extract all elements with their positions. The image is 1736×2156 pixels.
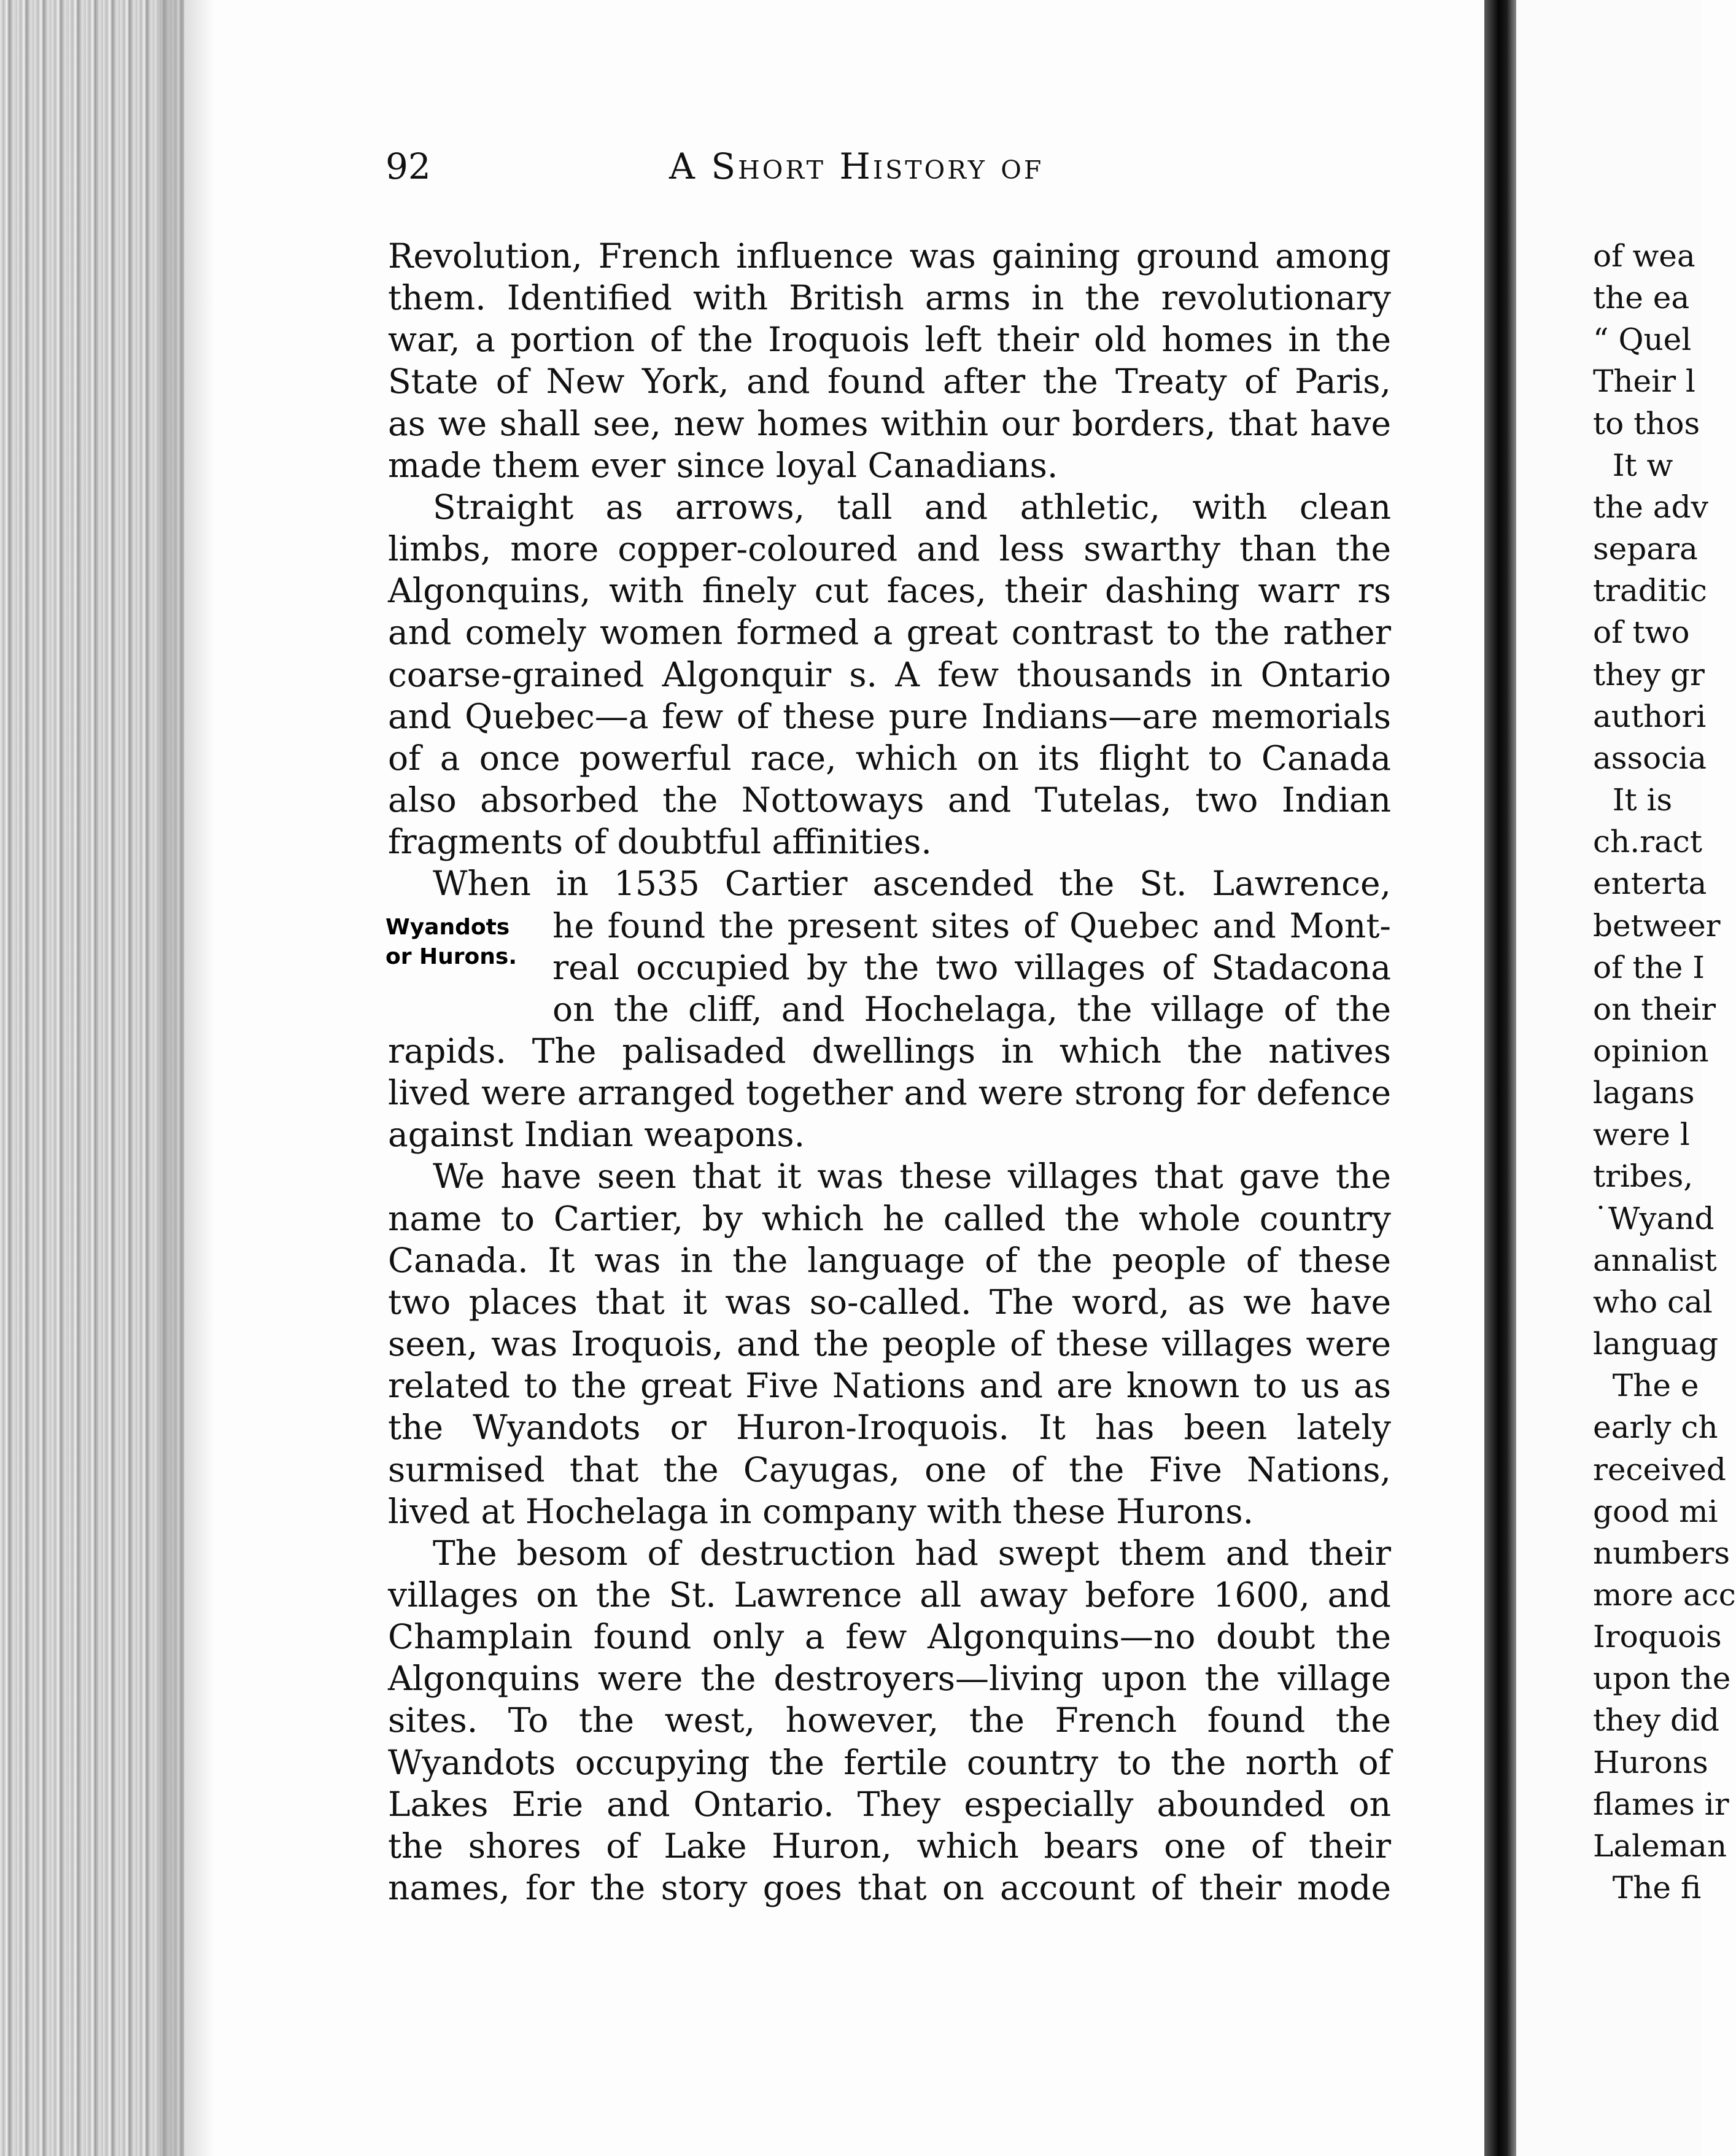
text-line: Lakes Erie and Ontario. They especially abounded on — [388, 1784, 1391, 1824]
running-title: A Short History of — [669, 145, 1044, 187]
facing-text-line: The fi — [1593, 1870, 1702, 1906]
facing-text-line: received — [1593, 1451, 1726, 1487]
facing-text-line: It is — [1593, 782, 1673, 818]
facing-text-line: were l — [1593, 1117, 1690, 1153]
text-line: lived were arranged together and were strong for defence — [388, 1073, 1391, 1113]
facing-text-line: numbers — [1593, 1535, 1730, 1571]
text-line: Champlain found only a few Algonquins—no doubt the — [388, 1617, 1391, 1657]
text-line: real occupied by the two villages of Stadacona — [552, 947, 1391, 987]
facing-text-line: The e — [1593, 1368, 1699, 1404]
text-line: When in 1535 Cartier ascended the St. Lawrence, — [433, 864, 1391, 904]
text-line: Revolution, French influence was gaining ground among — [388, 236, 1391, 276]
facing-text-line: the ea — [1593, 280, 1690, 316]
text-line: We have seen that it was these villages that gave the — [433, 1157, 1391, 1196]
facing-text-line: ˙Wyand — [1593, 1200, 1715, 1236]
facing-text-line: lagans — [1593, 1075, 1695, 1111]
facing-text-line: associa — [1593, 740, 1707, 776]
text-line: Algonquins were the destroyers—living upon the village — [388, 1659, 1391, 1699]
facing-text-line: Hurons — [1593, 1744, 1708, 1780]
text-line: war, a portion of the Iroquois left their old homes in the — [388, 320, 1391, 360]
facing-text-line: of the I — [1593, 949, 1705, 985]
facing-text-line: on their — [1593, 991, 1716, 1027]
facing-text-line: to thos — [1593, 405, 1700, 441]
facing-text-line: Iroquois — [1593, 1619, 1722, 1655]
text-line: State of New York, and found after the Treaty of Paris, — [388, 362, 1391, 401]
text-line: Wyandots occupying the fertile country to the north of — [388, 1742, 1391, 1782]
facing-text-line: upon the — [1593, 1661, 1731, 1697]
text-line: the shores of Lake Huron, which bears one of their — [388, 1826, 1391, 1866]
text-line: of a once powerful race, which on its flight to Canada — [388, 738, 1391, 778]
facing-text-line: enterta — [1593, 866, 1707, 902]
page-number: 92 — [386, 145, 431, 187]
text-line: rapids. The palisaded dwellings in which the natives — [388, 1031, 1391, 1071]
facing-text-line: good mi — [1593, 1493, 1718, 1529]
facing-text-line: authori — [1593, 698, 1707, 734]
text-line: also absorbed the Nottoways and Tutelas, two Indian — [388, 780, 1391, 820]
facing-text-line: of two — [1593, 615, 1690, 651]
facing-text-line: “ Quel — [1593, 322, 1692, 358]
facing-text-line: more acc — [1593, 1577, 1736, 1613]
book-gutter — [1484, 0, 1516, 2156]
facing-text-line: separa — [1593, 531, 1698, 567]
text-line: against Indian weapons. — [388, 1115, 805, 1155]
facing-text-line: Their l — [1593, 363, 1695, 400]
text-line: Algonquins, with finely cut faces, their dashing warr rs — [388, 571, 1391, 611]
text-line: The besom of destruction had swept them and their — [433, 1533, 1391, 1573]
margin-note-line: Wyandots — [386, 915, 510, 940]
text-line: fragments of doubtful affinities. — [388, 822, 932, 862]
facing-text-line: opinion — [1593, 1033, 1709, 1069]
margin-note-line: or Hurons. — [386, 944, 517, 969]
facing-text-line: they did — [1593, 1702, 1720, 1739]
text-line: related to the great Five Nations and are known to us as — [388, 1366, 1391, 1406]
text-line: limbs, more copper-coloured and less swarthy than the — [388, 529, 1391, 569]
text-line: seen, was Iroquois, and the people of these villages were — [388, 1324, 1391, 1364]
facing-text-line: the adv — [1593, 489, 1708, 525]
text-line: he found the present sites of Quebec and Mont- — [552, 905, 1391, 945]
text-line: villages on the St. Lawrence all away before 1600, and — [388, 1575, 1391, 1615]
text-line: sites. To the west, however, the French found the — [388, 1700, 1391, 1740]
facing-text-line: annalist — [1593, 1242, 1717, 1278]
facing-text-line: betweer — [1593, 907, 1721, 944]
text-line: made them ever since loyal Canadians. — [388, 445, 1058, 485]
page-shadow — [160, 0, 215, 2156]
facing-text-line: languag — [1593, 1326, 1719, 1362]
facing-text-line: ch.ract — [1593, 824, 1702, 860]
facing-page-text — [1593, 235, 1736, 1909]
book-edge-left — [0, 0, 184, 2156]
facing-page — [1516, 0, 1736, 2156]
facing-text-line: they gr — [1593, 656, 1705, 692]
text-line: lived at Hochelaga in company with these Hurons. — [388, 1491, 1254, 1531]
text-line: Canada. It was in the language of the people of these — [388, 1240, 1391, 1280]
facing-text-line: It w — [1593, 447, 1673, 483]
text-line: names, for the story goes that on account of their mode — [388, 1868, 1391, 1908]
text-line: the Wyandots or Huron-Iroquois. It has been lately — [388, 1408, 1391, 1448]
facing-text-line: of wea — [1593, 238, 1695, 274]
facing-text-line: traditic — [1593, 573, 1707, 609]
facing-text-line: who cal — [1593, 1284, 1713, 1320]
text-line: name to Cartier, by which he called the whole country — [388, 1198, 1391, 1238]
facing-text-line: flames ir — [1593, 1786, 1729, 1822]
text-line: as we shall see, new homes within our borders, that have — [388, 403, 1391, 443]
facing-text-line: Laleman — [1593, 1828, 1727, 1864]
text-line: coarse-grained Algonquir s. A few thousands in Ontario — [388, 654, 1391, 694]
body-text — [388, 235, 1391, 1909]
text-line: Straight as arrows, tall and athletic, with clean — [433, 487, 1391, 527]
facing-text-line: early ch — [1593, 1410, 1718, 1446]
facing-text-line: tribes, — [1593, 1158, 1694, 1195]
text-line: and Quebec—a few of these pure Indians—are memorials — [388, 696, 1391, 736]
text-line: two places that it was so-called. The word, as we have — [388, 1282, 1391, 1322]
text-line: on the cliff, and Hochelaga, the village of the — [552, 989, 1391, 1029]
text-line: surmised that the Cayugas, one of the Five Nations, — [388, 1449, 1391, 1489]
text-line: them. Identified with British arms in the revolutionary — [388, 278, 1391, 318]
text-line: and comely women formed a great contrast to the rather — [388, 613, 1391, 653]
